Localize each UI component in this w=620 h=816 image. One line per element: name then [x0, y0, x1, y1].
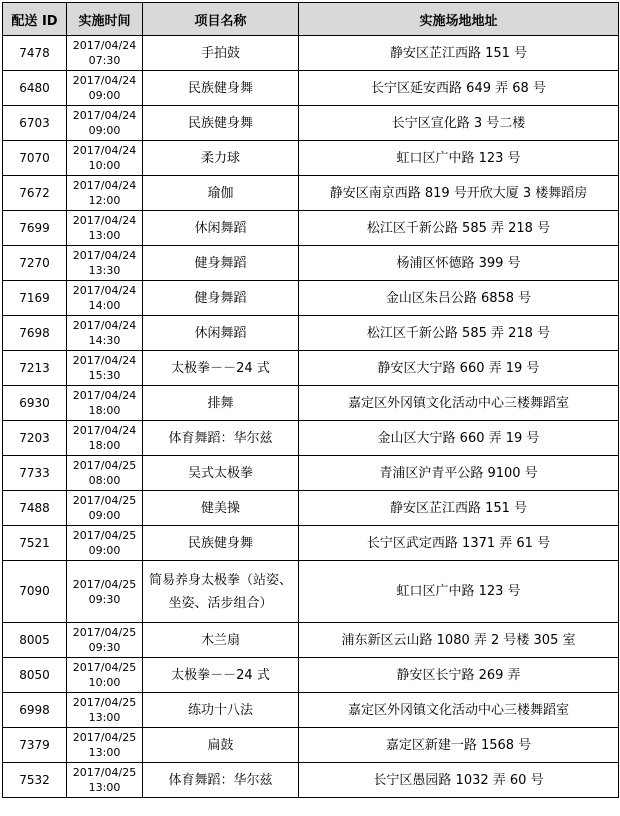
- delivery-id-cell: 7672: [3, 176, 67, 211]
- delivery-id-cell: 7070: [3, 141, 67, 176]
- venue-address-cell: 长宁区武定西路 1371 弄 61 号: [299, 526, 619, 561]
- project-name-cell: 瑜伽: [143, 176, 299, 211]
- table-row: [3, 693, 619, 728]
- time-text: 09:30: [88, 592, 121, 606]
- delivery-id-cell: 6998: [3, 693, 67, 728]
- datetime-cell: [67, 623, 143, 658]
- delivery-id-cell: 7733: [3, 456, 67, 491]
- project-name-cell: 木兰扇: [143, 623, 299, 658]
- time-text: 09:00: [88, 89, 121, 102]
- delivery-id-cell: 8050: [3, 658, 67, 693]
- venue-address-cell: 金山区大宁路 660 弄 19 号: [299, 421, 619, 456]
- time-text: 09:00: [88, 509, 121, 522]
- venue-address-cell: 虹口区广中路 123 号: [299, 561, 619, 623]
- date-text: 2017/04/24: [72, 319, 137, 332]
- date-text: 2017/04/24: [72, 39, 137, 52]
- time-text: 14:30: [88, 334, 121, 347]
- table-row: [3, 351, 619, 386]
- date-text: 2017/04/24: [72, 179, 137, 192]
- table-row: [3, 526, 619, 561]
- time-text: 13:00: [88, 229, 121, 242]
- delivery-id-cell: 7488: [3, 491, 67, 526]
- date-text: 2017/04/24: [72, 214, 137, 227]
- date-text: 2017/04/24: [72, 284, 137, 297]
- project-name-cell: 排舞: [143, 386, 299, 421]
- date-text: 2017/04/24: [72, 389, 137, 402]
- delivery-id-cell: 6930: [3, 386, 67, 421]
- delivery-id-cell: 7699: [3, 211, 67, 246]
- delivery-id-cell: 7213: [3, 351, 67, 386]
- project-name-cell: 太极拳－－24 式: [143, 351, 299, 386]
- delivery-id-cell: 7379: [3, 728, 67, 763]
- project-name-cell: 练功十八法: [143, 693, 299, 728]
- datetime-cell: [67, 211, 143, 246]
- datetime-cell: [67, 421, 143, 456]
- header-project: 项目名称: [143, 3, 299, 36]
- date-text: 2017/04/25: [72, 766, 137, 779]
- date-text: 2017/04/24: [72, 249, 137, 262]
- time-text: 10:00: [88, 676, 121, 689]
- datetime-cell: [67, 36, 143, 71]
- delivery-id-cell: 7698: [3, 316, 67, 351]
- time-text: 09:30: [88, 641, 121, 654]
- project-name-cell: 柔力球: [143, 141, 299, 176]
- venue-address-cell: 嘉定区外冈镇文化活动中心三楼舞蹈室: [299, 693, 619, 728]
- venue-address-cell: 长宁区愚园路 1032 弄 60 号: [299, 763, 619, 798]
- datetime-cell: [67, 386, 143, 421]
- venue-address-cell: 青浦区沪青平公路 9100 号: [299, 456, 619, 491]
- time-text: 13:00: [88, 711, 121, 724]
- project-name-cell: 健身舞蹈: [143, 246, 299, 281]
- datetime-cell: [67, 561, 143, 623]
- table-row: [3, 211, 619, 246]
- table-row: [3, 456, 619, 491]
- project-name-cell: 休闲舞蹈: [143, 316, 299, 351]
- venue-address-cell: 静安区芷江西路 151 号: [299, 36, 619, 71]
- time-text: 18:00: [88, 439, 121, 452]
- project-name-cell: 吴式太极拳: [143, 456, 299, 491]
- time-text: 07:30: [88, 54, 121, 67]
- time-text: 09:00: [88, 544, 121, 557]
- project-name-cell: 民族健身舞: [143, 106, 299, 141]
- delivery-id-cell: 6703: [3, 106, 67, 141]
- delivery-id-cell: 7270: [3, 246, 67, 281]
- delivery-id-cell: 7521: [3, 526, 67, 561]
- delivery-id-cell: 7169: [3, 281, 67, 316]
- venue-address-cell: 松江区千新公路 585 弄 218 号: [299, 211, 619, 246]
- date-text: 2017/04/25: [72, 731, 137, 744]
- datetime-cell: [67, 176, 143, 211]
- venue-address-cell: 松江区千新公路 585 弄 218 号: [299, 316, 619, 351]
- datetime-cell: [67, 246, 143, 281]
- date-text: 2017/04/25: [72, 626, 137, 639]
- date-text: 2017/04/24: [72, 354, 137, 367]
- project-name-cell: 太极拳－－24 式: [143, 658, 299, 693]
- venue-address-cell: 嘉定区新建一路 1568 号: [299, 728, 619, 763]
- datetime-cell: [67, 728, 143, 763]
- datetime-cell: [67, 658, 143, 693]
- project-name-cell: 扁鼓: [143, 728, 299, 763]
- table-row: [3, 386, 619, 421]
- header-address: 实施场地地址: [299, 3, 619, 36]
- table-row: [3, 176, 619, 211]
- table-row: [3, 491, 619, 526]
- delivery-id-cell: 7532: [3, 763, 67, 798]
- table-row: [3, 281, 619, 316]
- venue-address-cell: 静安区大宁路 660 弄 19 号: [299, 351, 619, 386]
- table-row: [3, 561, 619, 623]
- project-name-cell: 健身舞蹈: [143, 281, 299, 316]
- date-text: 2017/04/24: [72, 144, 137, 157]
- header-time: 实施时间: [67, 3, 143, 36]
- project-name-cell: 民族健身舞: [143, 526, 299, 561]
- table-row: [3, 246, 619, 281]
- time-text: 10:00: [88, 159, 121, 172]
- venue-address-cell: 静安区长宁路 269 弄: [299, 658, 619, 693]
- table-row: [3, 71, 619, 106]
- venue-address-cell: 静安区南京西路 819 号开欣大厦 3 楼舞蹈房: [299, 176, 619, 211]
- venue-address-cell: 杨浦区怀德路 399 号: [299, 246, 619, 281]
- time-text: 14:00: [88, 299, 121, 312]
- project-name-cell: 民族健身舞: [143, 71, 299, 106]
- schedule-table: [2, 2, 619, 798]
- datetime-cell: [67, 456, 143, 491]
- project-name-cell: 简易养身太极拳（站姿、坐姿、活步组合）: [143, 561, 299, 623]
- venue-address-cell: 嘉定区外冈镇文化活动中心三楼舞蹈室: [299, 386, 619, 421]
- venue-address-cell: 金山区朱吕公路 6858 号: [299, 281, 619, 316]
- date-text: 2017/04/25: [72, 577, 137, 591]
- table-row: [3, 421, 619, 456]
- date-text: 2017/04/24: [72, 109, 137, 122]
- datetime-cell: [67, 281, 143, 316]
- delivery-id-cell: 6480: [3, 71, 67, 106]
- datetime-cell: [67, 316, 143, 351]
- venue-address-cell: 浦东新区云山路 1080 弄 2 号楼 305 室: [299, 623, 619, 658]
- datetime-cell: [67, 526, 143, 561]
- time-text: 13:00: [88, 746, 121, 759]
- header-id: 配送 ID: [3, 3, 67, 36]
- table-row: [3, 623, 619, 658]
- date-text: 2017/04/24: [72, 424, 137, 437]
- date-text: 2017/04/25: [72, 459, 137, 472]
- time-text: 08:00: [88, 474, 121, 487]
- project-name-cell: 健美操: [143, 491, 299, 526]
- venue-address-cell: 虹口区广中路 123 号: [299, 141, 619, 176]
- datetime-cell: [67, 491, 143, 526]
- table-row: [3, 106, 619, 141]
- datetime-cell: [67, 106, 143, 141]
- table-body: [3, 36, 619, 798]
- table-row: [3, 316, 619, 351]
- datetime-cell: [67, 693, 143, 728]
- date-text: 2017/04/25: [72, 494, 137, 507]
- project-name-cell: 体育舞蹈：华尔兹: [143, 421, 299, 456]
- table-row: [3, 728, 619, 763]
- time-text: 18:00: [88, 404, 121, 417]
- date-text: 2017/04/24: [72, 74, 137, 87]
- table-row: [3, 141, 619, 176]
- table-row: [3, 36, 619, 71]
- table-row: [3, 658, 619, 693]
- date-text: 2017/04/25: [72, 661, 137, 674]
- time-text: 13:00: [88, 781, 121, 794]
- time-text: 13:30: [88, 264, 121, 277]
- time-text: 12:00: [88, 194, 121, 207]
- delivery-id-cell: 7090: [3, 561, 67, 623]
- venue-address-cell: 长宁区宣化路 3 号二楼: [299, 106, 619, 141]
- delivery-id-cell: 7478: [3, 36, 67, 71]
- project-name-cell: 手拍鼓: [143, 36, 299, 71]
- datetime-cell: [67, 351, 143, 386]
- header-row: [3, 3, 619, 36]
- delivery-id-cell: 8005: [3, 623, 67, 658]
- venue-address-cell: 静安区芷江西路 151 号: [299, 491, 619, 526]
- datetime-cell: [67, 141, 143, 176]
- table-row: [3, 763, 619, 798]
- datetime-cell: [67, 71, 143, 106]
- date-text: 2017/04/25: [72, 529, 137, 542]
- project-name-cell: 休闲舞蹈: [143, 211, 299, 246]
- delivery-id-cell: 7203: [3, 421, 67, 456]
- time-text: 09:00: [88, 124, 121, 137]
- project-name-cell: 体育舞蹈：华尔兹: [143, 763, 299, 798]
- date-text: 2017/04/25: [72, 696, 137, 709]
- time-text: 15:30: [88, 369, 121, 382]
- datetime-cell: [67, 763, 143, 798]
- venue-address-cell: 长宁区延安西路 649 弄 68 号: [299, 71, 619, 106]
